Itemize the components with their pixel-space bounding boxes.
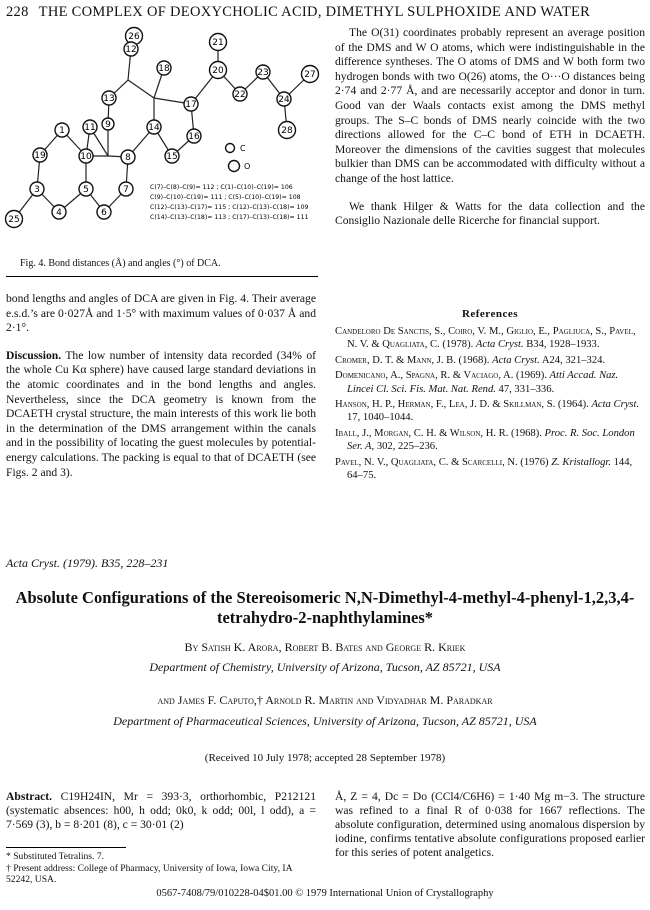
atom-label: 26 (128, 32, 140, 42)
atom-label: 6 (101, 208, 107, 218)
legend-oxygen: O (244, 162, 251, 171)
abstract-left (6, 790, 316, 832)
author-line-2: and James F. Caputo,† Arnold R. Martin and Vidyadhar M. Paradkar (157, 693, 493, 707)
atom-label: 22 (234, 90, 246, 100)
atom-label: 17 (185, 100, 197, 110)
footnote-rule (6, 847, 126, 848)
reference-item: Cromer, D. T. & Mann, J. B. (1968). Acta Cryst. A24, 321–324. (335, 354, 606, 366)
article-title: Absolute Configurations of the Stereoisomeric N,N-Dimethyl-4-methyl-4-phenyl-1,2,3,4-tetrahydro-2-naphthylamines* (15, 588, 635, 627)
atom-label: 7 (123, 185, 129, 195)
figure-caption: Fig. 4. Bond distances (Å) and angles (°) of DCA. (20, 258, 221, 269)
acknowledgement-paragraph: We thank Hilger & Watts for the data collection and the Consiglio Nazionale delle Ricerche for financial support. (335, 199, 645, 228)
atom-label: 1 (59, 126, 65, 136)
affiliation-1: Department of Chemistry, University of Arizona, Tucson, AZ 85721, USA (149, 660, 501, 674)
atom-label: 21 (212, 38, 224, 48)
atom-label: 14 (148, 123, 160, 133)
reference-item: Hanson, H. P., Herman, F., Lea, J. D. & Skillman, S. (1964). Acta Cryst. 17, 1040–1044. (335, 399, 640, 424)
author-line-1: By Satish K. Arora, Robert B. Bates and George R. Kriek (184, 640, 466, 654)
diagram-legend (240, 144, 250, 171)
footnote-1: * Substituted Tetralins. 7. (6, 851, 105, 862)
right-column (335, 26, 645, 229)
legend-carbon: C (240, 144, 246, 153)
atom-label: 10 (80, 152, 92, 162)
atom-label: 28 (281, 126, 293, 136)
discussion-text: The low number of intensity data recorded (34% of the whole Cu Kα sphere) have caused large standard deviations in the atomic coordinates and in the bond lengths and angles. Nevertheless, since the DCA geometry is known from the DCAETH crystal structure, the main interests of this work lie both in the determination of the DMS arrangement within the canals and in the possibility of locating the guest molecules by potential-energy calculations. The packing is equal to that of DCAETH (see Figs. 2 and 3). (6, 348, 316, 479)
abstract-text-left: C19H24IN, Mr = 393·3, orthorhombic, P212121 (systematic absences: h00, h odd; 0k0, k odd; 00l, l odd), a = 7·569 (3), b = 8·201 (8), c = 30·01 (2) (6, 790, 316, 831)
received-dates: (Received 10 July 1978; accepted 28 September 1978) (204, 752, 446, 764)
dca-bond-diagram (4, 24, 322, 256)
angle-line: C(12)–C(13)–C(17)= 115 ; C(12)–C(13)–C(18)= 109 (150, 204, 309, 211)
atom-label: 11 (84, 123, 96, 133)
page-number: 228 (6, 4, 29, 20)
atom-label: 23 (257, 68, 269, 78)
running-title: THE COMPLEX OF DEOXYCHOLIC ACID, DIMETHYL SULPHOXIDE AND WATER (38, 4, 591, 20)
figure-4 (4, 24, 322, 256)
atom-label: 27 (304, 70, 316, 80)
atom-label: 4 (56, 208, 62, 218)
references-heading: References (461, 308, 519, 320)
reference-item: Pavel, N. V., Quagliata, C. & Scarcelli, N. (1976) Z. Kristallogr. 144, 64–75. (335, 456, 633, 482)
atom-label: 16 (188, 132, 200, 142)
angle-line: C(9)–C(10)–C(19)= 111 ; C(5)–C(10)–C(19)= 108 (150, 194, 301, 201)
atom-label: 18 (158, 64, 170, 74)
running-header (6, 4, 646, 21)
atom-label: 3 (34, 185, 40, 195)
angle-line: C(14)–C(13)–C(18)= 113 ; C(17)–C(13)–C(18)= 111 (150, 214, 309, 221)
atom-label: 15 (166, 152, 178, 162)
angle-annotations (150, 184, 309, 221)
atom-label: 12 (125, 45, 137, 55)
abstract-heading: Abstract. (6, 790, 53, 803)
reference-list (335, 325, 645, 484)
atom-label: 8 (125, 153, 131, 163)
atom-label: 24 (278, 95, 290, 105)
discussion-heading: Discussion. (6, 348, 62, 362)
footnote-2: † Present address: College of Pharmacy, University of Iowa, Iowa City, IA 52242, USA. (6, 863, 292, 886)
affiliation-2: Department of Pharmaceutical Sciences, University of Arizona, Tucson, AZ 85721, USA (113, 714, 537, 728)
journal-reference: Acta Cryst. (1979). B35, 228–231 (6, 556, 169, 570)
reference-item: Candeloro De Sanctis, S., Coiro, V. M., Giglio, E., Pagliuca, S., Pavel, N. V. & Quagliata, C. (1978). Acta Cryst. B34, 1928–1933. (335, 326, 636, 351)
atom-label: 20 (212, 66, 224, 76)
angle-line: C(7)–C(8)–C(9)= 112 ; C(1)–C(10)–C(19)= 106 (150, 184, 293, 191)
reference-item: Iball, J., Morgan, C. H. & Wilson, H. R. (1968). Proc. R. Soc. London Ser. A, 302, 225–236. (335, 427, 635, 453)
atom-label: 13 (103, 94, 115, 104)
atom-label: 5 (83, 185, 89, 195)
left-column (6, 292, 316, 480)
page-footer: 0567-7408/79/010228-04$01.00 © 1979 International Union of Crystallography (156, 888, 494, 899)
atom-label: 9 (105, 120, 111, 130)
bond-summary-paragraph: bond lengths and angles of DCA are given in Fig. 4. Their average e.s.d.’s are 0·027Å and 1·5° with maximum values of 0·037 Å and 2·1°. (6, 292, 316, 335)
discussion-paragraph (6, 349, 316, 480)
figure-rule (6, 276, 318, 277)
abstract-right: Å, Z = 4, Dc = Do (CCl4/C6H6) = 1·40 Mg m−3. The structure was refined to a final R of 0·038 for 1667 reflections. The absolute configuration, determined using anomalous dispersion by iodine, confirms tentative absolute configurations proposed earlier for this series of potent analgetics. (335, 790, 645, 859)
atom-label: 19 (34, 151, 46, 161)
reference-item: Domenicano, A., Spagna, R. & Vaciago, A. (1969). Atti Accad. Naz. Lincei Cl. Sci. Fis. Mat. Nat. Rend. 47, 331–336. (335, 370, 619, 395)
atom-label: 25 (8, 215, 20, 225)
o31-paragraph: The O(31) coordinates probably represent an average position of the DMS and W O atoms, which were indistinguishable in the difference syntheses. The O atoms of DMS and W both form two hydrogen bonds with two O(26) atoms, the O···O distances being 2·74 and 2·77 Å, and are necessarily acceptor and donor in turn. Good van der Waals contacts exist among the DMS methyl groups. The S–C bonds of DMS nearly coincide with the two directions allowed for the C–C bond of ETH in DCAETH. Moreover the dimensions of the cavities suggest that molecules bulkier than DMS can be accommodated with difficulty without a change of the host lattice. (335, 26, 645, 185)
